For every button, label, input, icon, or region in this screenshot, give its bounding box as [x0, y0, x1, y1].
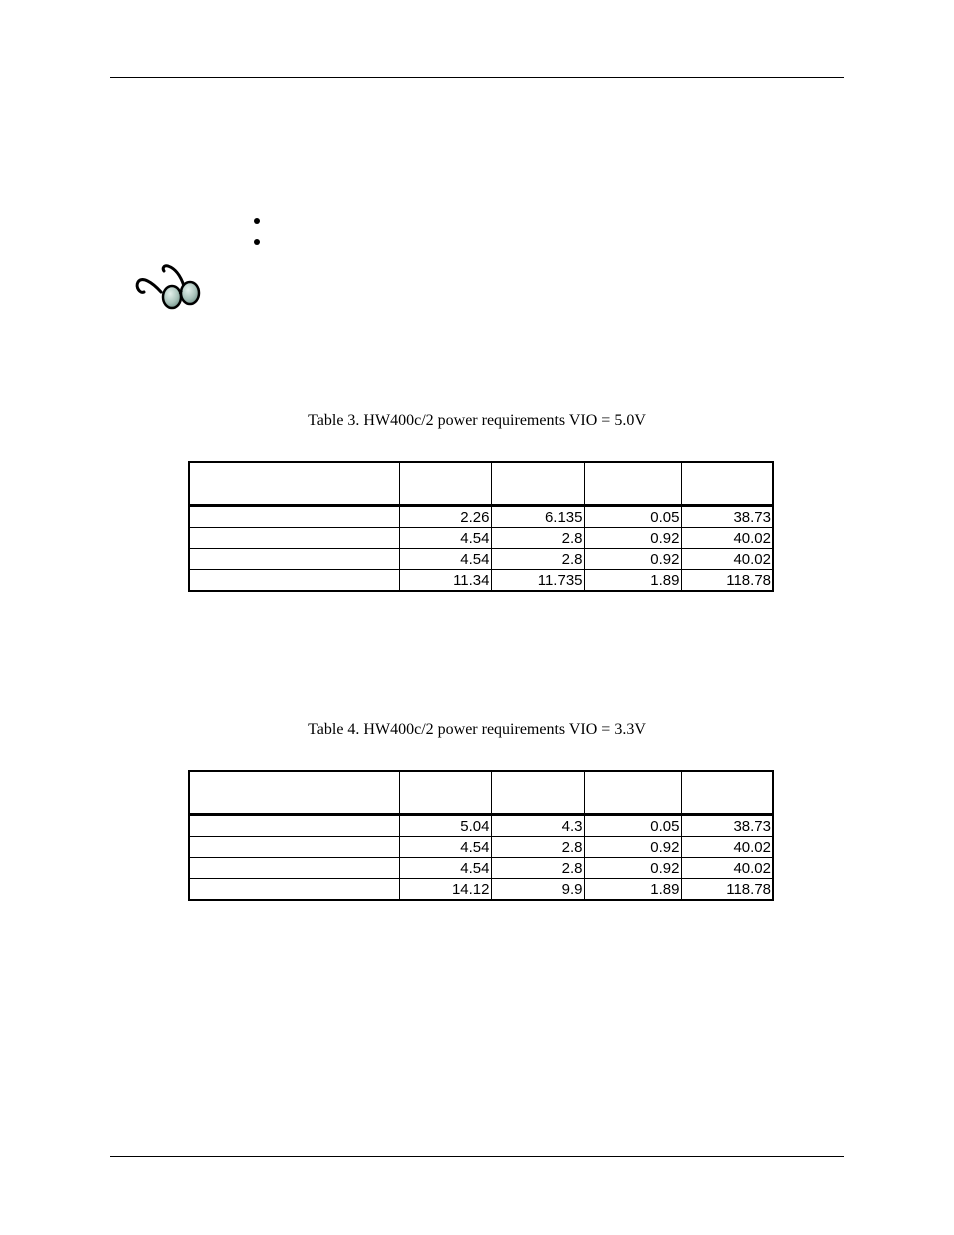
- table-cell: 5.04: [399, 815, 491, 837]
- table-cell: 0.92: [584, 858, 681, 879]
- table-cell: 9.9: [491, 879, 584, 901]
- table-3-caption: Table 3. HW400c/2 power requirements VIO = 5.0V: [308, 412, 646, 429]
- table-cell: 0.05: [584, 815, 681, 837]
- table-cell: [189, 815, 399, 837]
- table-cell: 1.89: [584, 570, 681, 592]
- table-header-row: [189, 771, 773, 815]
- header-cell: [681, 771, 773, 815]
- table-total-row: [189, 570, 773, 592]
- header-cell: [189, 462, 399, 506]
- table-cell: 4.3: [491, 815, 584, 837]
- table-cell: 2.8: [491, 858, 584, 879]
- table-row: [189, 528, 773, 549]
- table-row: [189, 837, 773, 858]
- table-cell: 0.05: [584, 506, 681, 528]
- table-cell: [189, 506, 399, 528]
- table-cell: [189, 858, 399, 879]
- table-cell: 2.8: [491, 837, 584, 858]
- table-cell: 38.73: [681, 506, 773, 528]
- table-cell: 38.73: [681, 815, 773, 837]
- table-4-caption: Table 4. HW400c/2 power requirements VIO = 3.3V: [308, 721, 646, 738]
- table-cell: 4.54: [399, 837, 491, 858]
- table-cell: 2.26: [399, 506, 491, 528]
- table-row: [189, 506, 773, 528]
- bullet-point: [254, 218, 260, 224]
- power-table-vio-5v: [188, 461, 774, 592]
- header-cell: [681, 462, 773, 506]
- footer-rule: [110, 1156, 844, 1157]
- table-cell: [189, 549, 399, 570]
- header-cell: [491, 771, 584, 815]
- table-row: [189, 858, 773, 879]
- table-cell: 0.92: [584, 837, 681, 858]
- table-cell: 2.8: [491, 549, 584, 570]
- table-cell: 40.02: [681, 528, 773, 549]
- header-cell: [399, 462, 491, 506]
- table-cell: 4.54: [399, 549, 491, 570]
- table-cell: 40.02: [681, 837, 773, 858]
- table-cell: [189, 570, 399, 592]
- header-rule: [110, 77, 844, 78]
- table-cell: [189, 837, 399, 858]
- table-cell: [189, 528, 399, 549]
- reading-glasses-icon: [134, 262, 204, 312]
- table-cell: 6.135: [491, 506, 584, 528]
- table-cell: 4.54: [399, 528, 491, 549]
- table-cell: 1.89: [584, 879, 681, 901]
- table-cell: 0.92: [584, 528, 681, 549]
- power-table-vio-3v3: [188, 770, 774, 901]
- table-cell: 11.34: [399, 570, 491, 592]
- table-cell: 0.92: [584, 549, 681, 570]
- header-cell: [584, 771, 681, 815]
- header-cell: [189, 771, 399, 815]
- table-cell: [189, 879, 399, 901]
- table-header-row: [189, 462, 773, 506]
- table-cell: 14.12: [399, 879, 491, 901]
- table-total-row: [189, 879, 773, 901]
- table-row: [189, 549, 773, 570]
- table-cell: 40.02: [681, 549, 773, 570]
- table-cell: 4.54: [399, 858, 491, 879]
- table-cell: 118.78: [681, 570, 773, 592]
- table-cell: 40.02: [681, 858, 773, 879]
- table-cell: 118.78: [681, 879, 773, 901]
- bullet-point: [254, 239, 260, 245]
- table-row: [189, 815, 773, 837]
- header-cell: [399, 771, 491, 815]
- table-cell: 2.8: [491, 528, 584, 549]
- table-cell: 11.735: [491, 570, 584, 592]
- header-cell: [491, 462, 584, 506]
- header-cell: [584, 462, 681, 506]
